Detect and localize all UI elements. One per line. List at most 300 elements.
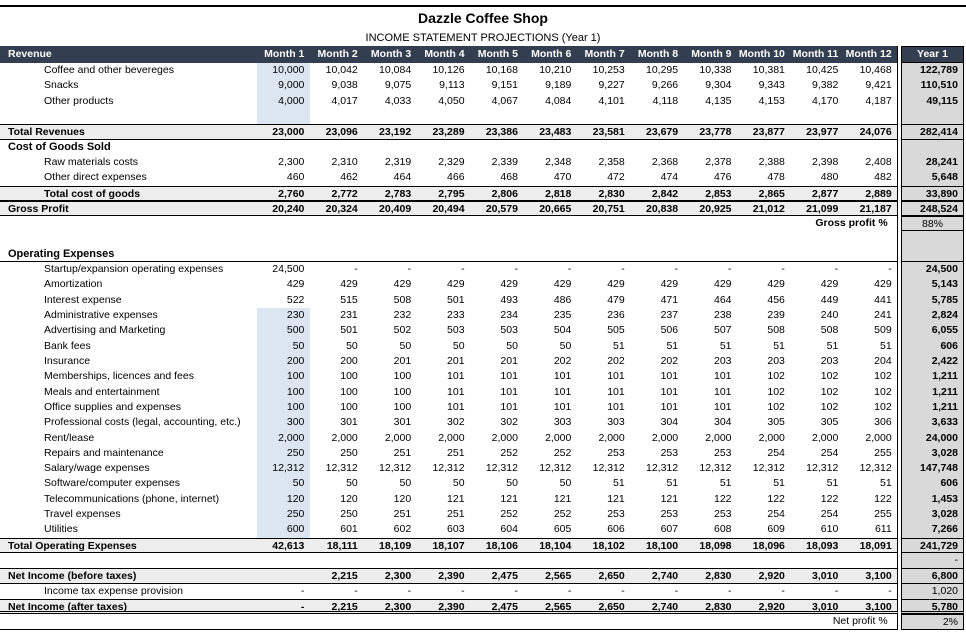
month-cell: 10,295: [646, 64, 679, 76]
month-cell: 20,324: [325, 202, 358, 215]
month-cell: 9,343: [758, 79, 785, 92]
month-cell: 468: [500, 171, 518, 184]
month-cell: [738, 553, 791, 568]
month-cell: 20,925: [699, 202, 732, 215]
month-cell: 23,000: [272, 126, 305, 139]
column-header-month: Month 4: [424, 48, 465, 60]
year-cell: 2,422: [901, 354, 964, 369]
month-cell: 100: [257, 385, 310, 400]
month-cell: 20,494: [432, 202, 465, 215]
row-label: Travel expenses: [44, 508, 121, 521]
year-cell: 606: [901, 476, 964, 491]
row-label: Insurance: [44, 354, 91, 367]
row-band: [0, 94, 898, 109]
month-cell: 303: [607, 416, 625, 429]
month-cell: 9,151: [491, 79, 518, 92]
row-label: Net Income (after taxes): [8, 600, 128, 612]
month-cell: 12,312: [257, 461, 310, 476]
month-cell: 305: [820, 416, 839, 429]
row-gross-profit: [0, 216, 966, 231]
month-cell: 18,098: [699, 539, 732, 552]
month-cell: 9,113: [439, 79, 465, 92]
month-cell: 253: [660, 508, 679, 521]
month-cell: 429: [660, 278, 679, 291]
row-band: [0, 476, 898, 491]
month-cell: 460: [286, 171, 305, 184]
month-cell: [844, 553, 897, 568]
row-rent-lease: [0, 431, 966, 446]
month-cell: 2,920: [758, 600, 785, 612]
month-cell: [364, 247, 417, 261]
month-cell: [364, 231, 417, 246]
month-cell: 509: [874, 324, 892, 337]
row-office-supplies-and-expenses: [0, 400, 966, 415]
row-label: Net Income (before taxes): [8, 570, 137, 583]
month-cell: 20,240: [272, 202, 305, 215]
row-interest-expense: [0, 293, 966, 308]
month-cell: 101: [607, 385, 625, 398]
month-cell: 253: [607, 508, 625, 521]
month-cell: 51: [613, 339, 625, 352]
month-cell: 10,468: [859, 64, 892, 76]
month-cell: 2,000: [865, 431, 892, 444]
month-cell: [577, 140, 630, 155]
month-cell: 51: [880, 339, 892, 352]
month-cell: -: [567, 584, 572, 597]
month-cell: 237: [660, 309, 679, 321]
month-cell: [631, 140, 684, 155]
row-label: Professional costs (legal, accounting, etc.): [44, 416, 241, 429]
year-cell: 2,824: [901, 308, 964, 323]
row-band: [0, 599, 898, 614]
month-cell: 50: [506, 477, 518, 490]
month-cell: [844, 231, 897, 246]
month-cell: 18,093: [806, 539, 839, 552]
month-cell: 18,104: [539, 539, 572, 552]
month-cell: 120: [257, 492, 310, 507]
month-cell: 429: [767, 278, 785, 291]
month-cell: 10,000: [257, 63, 310, 78]
month-cell: 18,106: [485, 539, 518, 552]
row-label: Coffee and other bevereges: [44, 64, 174, 76]
month-cell: 2,830: [705, 570, 732, 583]
row-band: [0, 247, 898, 262]
year-cell: 282,414: [901, 124, 964, 139]
month-cell: 50: [346, 339, 358, 352]
row-net-profit: [0, 614, 966, 629]
month-cell: 10,253: [592, 64, 625, 76]
column-header-month: Month 11: [792, 48, 839, 60]
month-cell: 100: [393, 370, 412, 383]
month-cell: 18,102: [592, 539, 625, 552]
month-cell: 51: [773, 477, 785, 490]
month-cell: 252: [500, 446, 518, 459]
month-cell: 239: [767, 309, 785, 321]
month-cell: 608: [713, 523, 732, 536]
month-cell: [310, 109, 363, 124]
column-header-month: Month 8: [637, 48, 679, 60]
month-cell: 101: [660, 370, 679, 383]
month-cell: 12,312: [379, 462, 412, 475]
row-other-direct-expenses: [0, 170, 966, 185]
month-cell: 2,329: [438, 155, 465, 168]
month-cell: [684, 231, 737, 246]
month-cell: 122: [767, 492, 785, 505]
month-cell: [738, 231, 791, 246]
month-cell: 203: [713, 354, 732, 367]
month-cell: 23,679: [646, 126, 679, 139]
month-cell: [310, 231, 363, 246]
month-cell: [577, 109, 630, 124]
month-cell: [631, 231, 684, 246]
month-cell: 478: [767, 171, 785, 184]
column-header-month: Month 10: [738, 48, 785, 60]
row-band: [0, 461, 898, 476]
month-cell: 12,312: [859, 462, 892, 475]
month-cell: 101: [607, 370, 625, 383]
year-cell: 1,211: [901, 385, 964, 400]
month-cell: 611: [874, 523, 892, 536]
month-cell: 203: [820, 354, 839, 367]
year-cell: 5,648: [901, 170, 964, 185]
row-band: [0, 293, 898, 308]
month-cell: 101: [660, 400, 679, 413]
row-label: Income tax expense provision: [44, 584, 183, 597]
row-label: Total Revenues: [8, 126, 85, 139]
month-cell: 255: [874, 508, 892, 521]
spacer-row: [0, 109, 966, 124]
row-bank-fees: [0, 339, 966, 354]
month-cell: 522: [286, 293, 305, 306]
row-net-income-after-taxes: [0, 599, 966, 614]
page-subtitle: INCOME STATEMENT PROJECTIONS (Year 1): [365, 32, 601, 44]
row-label: Startup/expansion operating expenses: [44, 263, 224, 276]
year-cell: 33,890: [901, 186, 964, 201]
month-cell: 607: [660, 523, 679, 536]
month-cell: -: [407, 584, 412, 597]
month-cell: 482: [874, 171, 892, 184]
month-cell: 23,977: [806, 126, 839, 139]
month-cell: 51: [826, 339, 839, 352]
income-statement-table: [0, 46, 966, 630]
page-title: Dazzle Coffee Shop: [418, 10, 548, 26]
month-cell: 253: [713, 446, 732, 459]
row-band: [0, 446, 898, 461]
row-salary-wage-expenses: [0, 461, 966, 476]
month-cell: 300: [257, 415, 310, 430]
month-cell: 493: [500, 293, 518, 306]
month-cell: 122: [874, 492, 892, 505]
month-cell: 606: [607, 523, 625, 536]
row-insurance: [0, 354, 966, 369]
month-cell: 474: [660, 171, 679, 184]
month-cell: 471: [660, 293, 679, 306]
month-cell: 2,740: [651, 600, 679, 612]
month-cell: -: [407, 263, 412, 276]
month-cell: 252: [553, 508, 572, 521]
year-cell: 1,211: [901, 369, 964, 384]
month-cell: 429: [820, 278, 839, 291]
month-cell: 304: [660, 416, 679, 429]
row-amortization: [0, 277, 966, 292]
row-label: Operating Expenses: [8, 247, 115, 260]
row-band: [0, 155, 898, 170]
month-cell: 2,000: [384, 431, 412, 444]
row-total-operating-expenses: [0, 538, 966, 553]
month-cell: 2,842: [651, 187, 679, 200]
month-cell: 508: [820, 324, 839, 337]
month-cell: -: [621, 584, 625, 597]
row-label: [0, 109, 257, 124]
row-telecommunications-phone-internet: [0, 492, 966, 507]
month-cell: 102: [767, 385, 785, 398]
header-band: [0, 46, 898, 63]
month-cell: 610: [820, 523, 839, 536]
month-cell: 502: [393, 324, 412, 337]
month-cell: 2,865: [758, 187, 785, 200]
month-cell: [791, 109, 844, 124]
row-label: Software/computer expenses: [44, 477, 180, 490]
month-cell: 601: [340, 523, 358, 536]
row-band: [0, 538, 898, 553]
row-band: [0, 339, 898, 354]
month-cell: 449: [820, 293, 839, 306]
spacer-row: [0, 231, 966, 246]
month-cell: [577, 247, 630, 261]
month-cell: 429: [500, 278, 518, 291]
month-cell: 3,100: [865, 600, 892, 612]
row-snacks: [0, 78, 966, 93]
row-band: [0, 140, 898, 155]
month-cell: 120: [340, 492, 358, 505]
month-cell: 2,319: [384, 155, 412, 168]
column-header-month: Month 1: [264, 48, 305, 60]
year-cell: 49,115: [901, 94, 964, 109]
row-label: Snacks: [44, 79, 79, 92]
month-cell: 10,084: [379, 64, 412, 76]
month-cell: 503: [500, 324, 518, 337]
row-income-tax-expense-provision: [0, 584, 966, 599]
month-cell: 429: [447, 278, 465, 291]
month-cell: 501: [340, 324, 358, 337]
month-cell: 23,483: [539, 126, 572, 139]
month-cell: [364, 109, 417, 124]
year-cell: 110,510: [901, 78, 964, 93]
row-professional-costs-legal-accounting-etc: [0, 415, 966, 430]
month-cell: 23,778: [699, 126, 732, 139]
row-travel-expenses: [0, 507, 966, 522]
month-cell: 4,170: [812, 94, 839, 107]
month-cell: 102: [820, 370, 839, 383]
month-cell: 2,818: [545, 187, 572, 200]
month-cell: -: [514, 584, 518, 597]
row-band: [0, 354, 898, 369]
month-cell: 304: [713, 416, 732, 429]
month-cell: 2,378: [705, 155, 732, 168]
year-cell: 606: [901, 339, 964, 354]
spacer-row: [0, 553, 966, 568]
month-cell: -: [674, 263, 679, 276]
month-cell: 515: [340, 293, 358, 306]
month-cell: 101: [447, 385, 465, 398]
month-cell: [417, 231, 470, 246]
month-cell: 4,033: [384, 94, 412, 107]
month-cell: 101: [713, 385, 732, 398]
month-cell: 250: [257, 446, 310, 461]
month-cell: 50: [559, 477, 572, 490]
month-cell: 9,075: [384, 79, 412, 92]
month-cell: [738, 247, 791, 261]
column-header-month: Month 9: [691, 48, 732, 60]
column-header-revenue: Revenue: [8, 48, 52, 60]
month-cell: 4,000: [257, 94, 310, 109]
month-cell: 2,830: [598, 187, 625, 200]
month-cell: 230: [257, 308, 310, 323]
month-cell: 120: [393, 492, 412, 505]
month-cell: 100: [257, 369, 310, 384]
month-cell: 201: [393, 354, 412, 367]
month-cell: 20,579: [485, 202, 518, 215]
month-cell: 480: [820, 171, 839, 184]
month-cell: [417, 553, 470, 568]
row-band: [0, 400, 898, 415]
month-cell: 12,312: [699, 462, 732, 475]
month-cell: 2,783: [384, 187, 412, 200]
month-cell: 508: [393, 293, 412, 306]
month-cell: 236: [607, 309, 625, 321]
row-other-products: [0, 94, 966, 109]
month-cell: 303: [553, 416, 572, 429]
month-cell: 503: [447, 324, 465, 337]
month-cell: [471, 231, 524, 246]
row-label: Telecommunications (phone, internet): [44, 492, 220, 505]
row-band: [0, 262, 898, 277]
month-cell: 252: [553, 446, 572, 459]
month-cell: 51: [826, 477, 839, 490]
month-cell: 2,000: [758, 431, 785, 444]
month-cell: 10,210: [539, 64, 572, 76]
row-label: Interest expense: [44, 293, 122, 306]
month-cell: [257, 553, 310, 568]
month-cell: 464: [713, 293, 732, 306]
month-cell: 602: [393, 523, 412, 536]
month-cell: [684, 247, 737, 261]
month-cell: 200: [257, 354, 310, 369]
month-cell: 201: [500, 354, 518, 367]
month-cell: 2,000: [812, 431, 839, 444]
month-cell: 201: [447, 354, 465, 367]
month-cell: [417, 247, 470, 261]
row-repairs-and-maintenance: [0, 446, 966, 461]
year-cell: 147,748: [901, 461, 964, 476]
month-cell: 101: [500, 400, 518, 413]
table-header-row: [0, 46, 966, 63]
month-cell: -: [888, 263, 892, 276]
year-cell: [901, 231, 964, 246]
month-cell: 4,187: [865, 94, 892, 107]
month-cell: 24,076: [859, 126, 892, 139]
month-cell: [364, 140, 417, 155]
month-cell: 253: [660, 446, 679, 459]
row-label: Memberships, licences and fees: [44, 370, 194, 383]
month-cell: 202: [660, 354, 679, 367]
month-cell: 10,381: [752, 64, 785, 76]
month-cell: 101: [713, 370, 732, 383]
year-cell: 1,211: [901, 400, 964, 415]
month-cell: 504: [553, 324, 572, 337]
month-cell: 50: [559, 339, 572, 352]
month-cell: 4,067: [491, 94, 518, 107]
row-label: [0, 231, 257, 246]
year-cell: 248,524: [901, 201, 964, 216]
month-cell: [844, 109, 897, 124]
month-cell: 2,920: [758, 570, 785, 583]
month-cell: 4,153: [758, 94, 785, 107]
month-cell: 51: [719, 339, 732, 352]
year-cell: 3,633: [901, 415, 964, 430]
month-cell: 604: [500, 523, 518, 536]
month-cell: [257, 569, 310, 582]
month-cell: 603: [447, 523, 465, 536]
month-cell: 2,475: [491, 570, 518, 583]
row-advertising-and-marketing: [0, 323, 966, 338]
month-cell: 202: [553, 354, 572, 367]
month-cell: 2,000: [651, 431, 679, 444]
month-cell: 121: [660, 492, 679, 505]
month-cell: 2,000: [598, 431, 625, 444]
row-gross-profit: [0, 201, 966, 216]
month-cell: 18,109: [379, 539, 412, 552]
month-cell: [310, 140, 363, 155]
month-cell: 18,100: [646, 539, 679, 552]
row-band: [0, 63, 898, 78]
month-cell: 18,096: [752, 539, 785, 552]
month-cell: 10,338: [699, 64, 732, 76]
month-cell: -: [781, 584, 785, 597]
month-cell: 101: [500, 370, 518, 383]
month-cell: 23,192: [379, 126, 412, 139]
month-cell: 250: [340, 508, 358, 521]
month-cell: 12,312: [485, 462, 518, 475]
month-cell: 121: [607, 492, 625, 505]
month-cell: 101: [553, 385, 572, 398]
month-cell: 10,425: [806, 64, 839, 76]
row-band: [0, 231, 898, 246]
year-cell: [901, 247, 964, 262]
month-cell: 121: [500, 492, 518, 505]
month-cell: 464: [393, 171, 412, 184]
month-cell: 101: [713, 400, 732, 413]
row-band: [0, 78, 898, 93]
row-total-revenues: [0, 124, 966, 139]
month-cell: 12,312: [432, 462, 465, 475]
month-cell: 20,751: [592, 202, 625, 215]
month-cell: 302: [447, 416, 465, 429]
month-cell: 101: [553, 370, 572, 383]
row-band: [0, 186, 898, 201]
month-cell: 2,740: [651, 570, 679, 583]
row-cost-of-goods-sold: [0, 140, 966, 155]
month-cell: [791, 140, 844, 155]
month-cell: 2,565: [545, 600, 572, 612]
month-cell: 50: [452, 339, 465, 352]
month-cell: 2,877: [812, 187, 839, 200]
month-cell: 2,300: [384, 600, 412, 612]
month-cell: 240: [820, 309, 839, 321]
row-administrative-expenses: [0, 308, 966, 323]
month-cell: 12,312: [539, 462, 572, 475]
month-cell: 51: [773, 339, 785, 352]
